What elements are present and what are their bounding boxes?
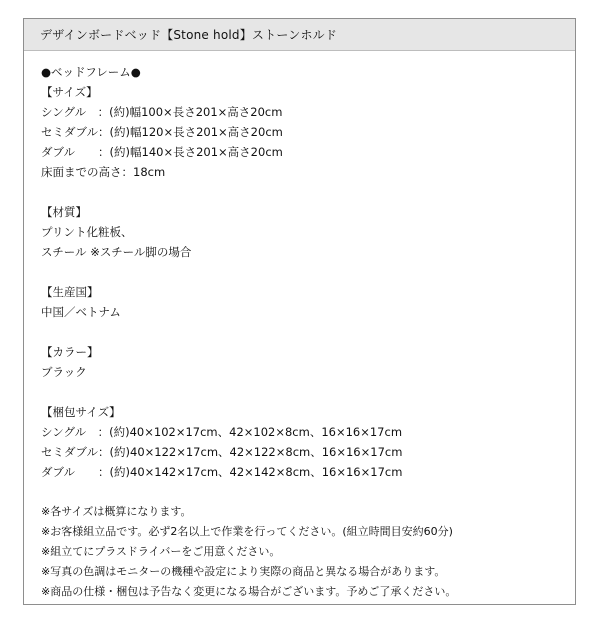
material-line: スチール ※スチール脚の場合 bbox=[41, 245, 192, 259]
material-heading: 【材質】 bbox=[41, 205, 87, 219]
color-value: ブラック bbox=[41, 365, 87, 379]
note-line: ※お客様組立品です。必ず2名以上で作業を行ってください。(組立時間目安約60分) bbox=[41, 525, 453, 538]
product-title: デザインボードベッド【Stone hold】ストーンホルド bbox=[40, 28, 338, 42]
package-size-semi-double: セミダブル：(約)40×122×17cm、42×122×8cm、16×16×17cm bbox=[41, 445, 403, 459]
size-double: ダブル ：(約)幅140×長さ201×高さ20cm bbox=[41, 145, 283, 159]
bed-frame-section bbox=[41, 62, 575, 182]
material-line: プリント化粧板、 bbox=[41, 225, 133, 239]
note-line: ※写真の色調はモニターの機種や設定により実際の商品と異なる場合があります。 bbox=[41, 565, 446, 578]
origin-section bbox=[41, 282, 575, 322]
note-line: ※各サイズは概算になります。 bbox=[41, 505, 192, 518]
spec-header bbox=[24, 19, 575, 51]
origin-value: 中国／ベトナム bbox=[41, 305, 121, 319]
material-section bbox=[41, 202, 575, 262]
package-size-single: シングル ：(約)40×102×17cm、42×102×8cm、16×16×17cm bbox=[41, 425, 403, 439]
note-line: ※組立てにプラスドライバーをご用意ください。 bbox=[41, 545, 281, 558]
size-heading: 【サイズ】 bbox=[41, 85, 98, 99]
origin-heading: 【生産国】 bbox=[41, 285, 99, 299]
notes-section bbox=[41, 502, 575, 602]
spec-content bbox=[24, 51, 575, 602]
color-section bbox=[41, 342, 575, 382]
note-line: ※商品の仕様・梱包は予告なく変更になる場合がございます。予めご了承ください。 bbox=[41, 585, 457, 598]
package-size-double: ダブル ：(約)40×142×17cm、42×142×8cm、16×16×17cm bbox=[41, 465, 403, 479]
product-spec-panel bbox=[23, 18, 576, 605]
package-size-heading: 【梱包サイズ】 bbox=[41, 405, 121, 419]
package-size-section bbox=[41, 402, 575, 482]
size-semi-double: セミダブル：(約)幅120×長さ201×高さ20cm bbox=[41, 125, 283, 139]
bed-frame-heading: ●ベッドフレーム● bbox=[41, 65, 141, 79]
size-single: シングル ：(約)幅100×長さ201×高さ20cm bbox=[41, 105, 283, 119]
floor-height: 床面までの高さ：18cm bbox=[41, 165, 166, 179]
color-heading: 【カラー】 bbox=[41, 345, 99, 359]
